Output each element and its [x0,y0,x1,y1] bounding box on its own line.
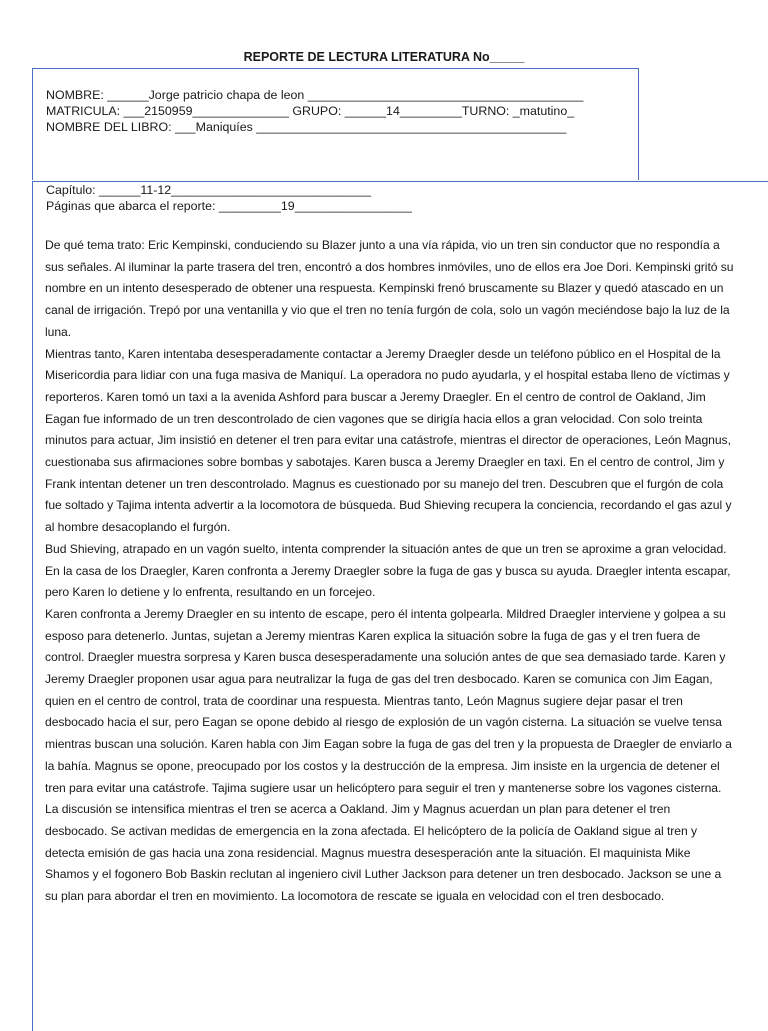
nombre-line: NOMBRE: ______Jorge patricio chapa de leon ________________________________________ [46,88,584,102]
matricula-line: MATRICULA: ___2150959______________ GRUPO: ______14_________TURNO: _matutino_ [46,104,575,118]
body-paragraph: Bud Shieving, atrapado en un vagón suelto, intenta comprender la situación antes de que un tren se aproxime a gran velocidad. En la casa de los Draegler, Karen confronta a Jeremy Draegler sobre la fuga de gas y busca su ayuda. Draegler intenta escapar, pero Karen lo detiene y lo enfrenta, resultando en un forcejeo. [45,541,731,600]
paginas-line: Páginas que abarca el reporte: _________19_________________ [46,199,412,213]
libro-line: NOMBRE DEL LIBRO: ___Maniquíes _____________________________________________ [46,120,567,134]
body-paragraph: Karen confronta a Jeremy Draegler en su intento de escape, pero él intenta golpearla. Mildred Draegler interviene y golpea a su esposo para detenerlo. Juntas, sujetan a Jeremy mientras Karen explica la situación sobre la fuga de gas y el tren fuera de control. Draegler muestra sorpresa y Karen busca desesperadamente una solución antes de que sea demasiado tarde. Karen y Jeremy Draegler proponen usar agua para neutralizar la fuga de gas del tren desbocado. Karen se comunica con Jim Eagan, quien en el centro de control, trata de coordinar una respuesta. Mientras tanto, León Magnus sugiere dejar pasar el tren desbocado hacia el sur, pero Eagan se opone debido al riesgo de explosión de un vagón cisterna. La situación se vuelve tensa mientras buscan una solución. Karen habla con Jim Eagan sobre la fuga de gas del tren y la propuesta de Draegler de enviarlo a la bahía. Magnus se opone, preocupado por los costos y la destrucción de la empresa. Jim insiste en la urgencia de detener el tren para evitar una catástrofe. Tajima sugiere usar un helicóptero para seguir el tren y mantenerse sobre los vagones cisterna. La discusión se intensifica mientras el tren se acerca a Oakland. Jim y Magnus acuerdan un plan para detener el tren desbocado. Se activan medidas de emergencia en la zona afectada. El helicóptero de la policía de Oakland sigue al tren y detecta emisión de gas hacia una zona residencial. Magnus muestra desesperación ante la situación. El maquinista Mike Shamos y el fogonero Bob Baskin reclutan al ingeniero civil Luther Jackson para detener un tren desbocado. Jackson se une a su plan para abordar el tren en movimiento. La locomotora de rescate se iguala en velocidad con el tren desbocado. [45,606,732,904]
chapter-info-lines [46,182,412,214]
capitulo-line: Capítulo: ______11-12_____________________________ [46,183,371,197]
body-paragraph: De qué tema trato: Eric Kempinski, conduciendo su Blazer junto a una vía rápida, vio un tren sin conductor que no respondía a sus señales. Al iluminar la parte trasera del tren, encontró a dos hombres inmóviles, uno de ellos era Joe Dori. Kempinski gritó su nombre en un intento desesperado de obtener una respuesta. Kempinski frenó bruscamente su Blazer y quedó atascado en un canal de irrigación. Trepó por una ventanilla y vio que el tren no tenía furgón de cola, solo un vagón meciéndose bajo la luz de la luna. [45,238,734,339]
student-info-box [32,68,639,180]
report-body [45,235,735,908]
student-info-lines [46,87,583,135]
body-paragraph: Mientras tanto, Karen intentaba desesperadamente contactar a Jeremy Draegler desde un teléfono público en el Hospital de la Misericordia para lidiar con una fuga masiva de Maniquí. La operadora no pudo ayudarla, y el hospital estaba lleno de víctimas y reporteros. Karen tomó un taxi a la avenida Ashford para buscar a Jeremy Draegler. En el centro de control de Oakland, Jim Eagan fue informado de un tren descontrolado de cien vagones que se dirigía hacia ellos a gran velocidad. Con solo treinta minutos para actuar, Jim insistió en detener el tren para evitar una catástrofe, mientras el director de operaciones, León Magnus, cuestionaba sus afirmaciones sobre bombas y sabotajes. Karen busca a Jeremy Draegler en taxi. En el centro de control, Jim y Frank intentan detener un tren descontrolado. Magnus es cuestionado por su manejo del tren. Descubren que el furgón de cola fue soltado y Tajima intenta advertir a la locomotora de búsqueda. Bud Shieving recupera la conciencia, recordando el gas azul y al hombre desacoplando el furgón. [45,346,732,535]
page-title: REPORTE DE LECTURA LITERATURA No_____ [243,50,525,64]
